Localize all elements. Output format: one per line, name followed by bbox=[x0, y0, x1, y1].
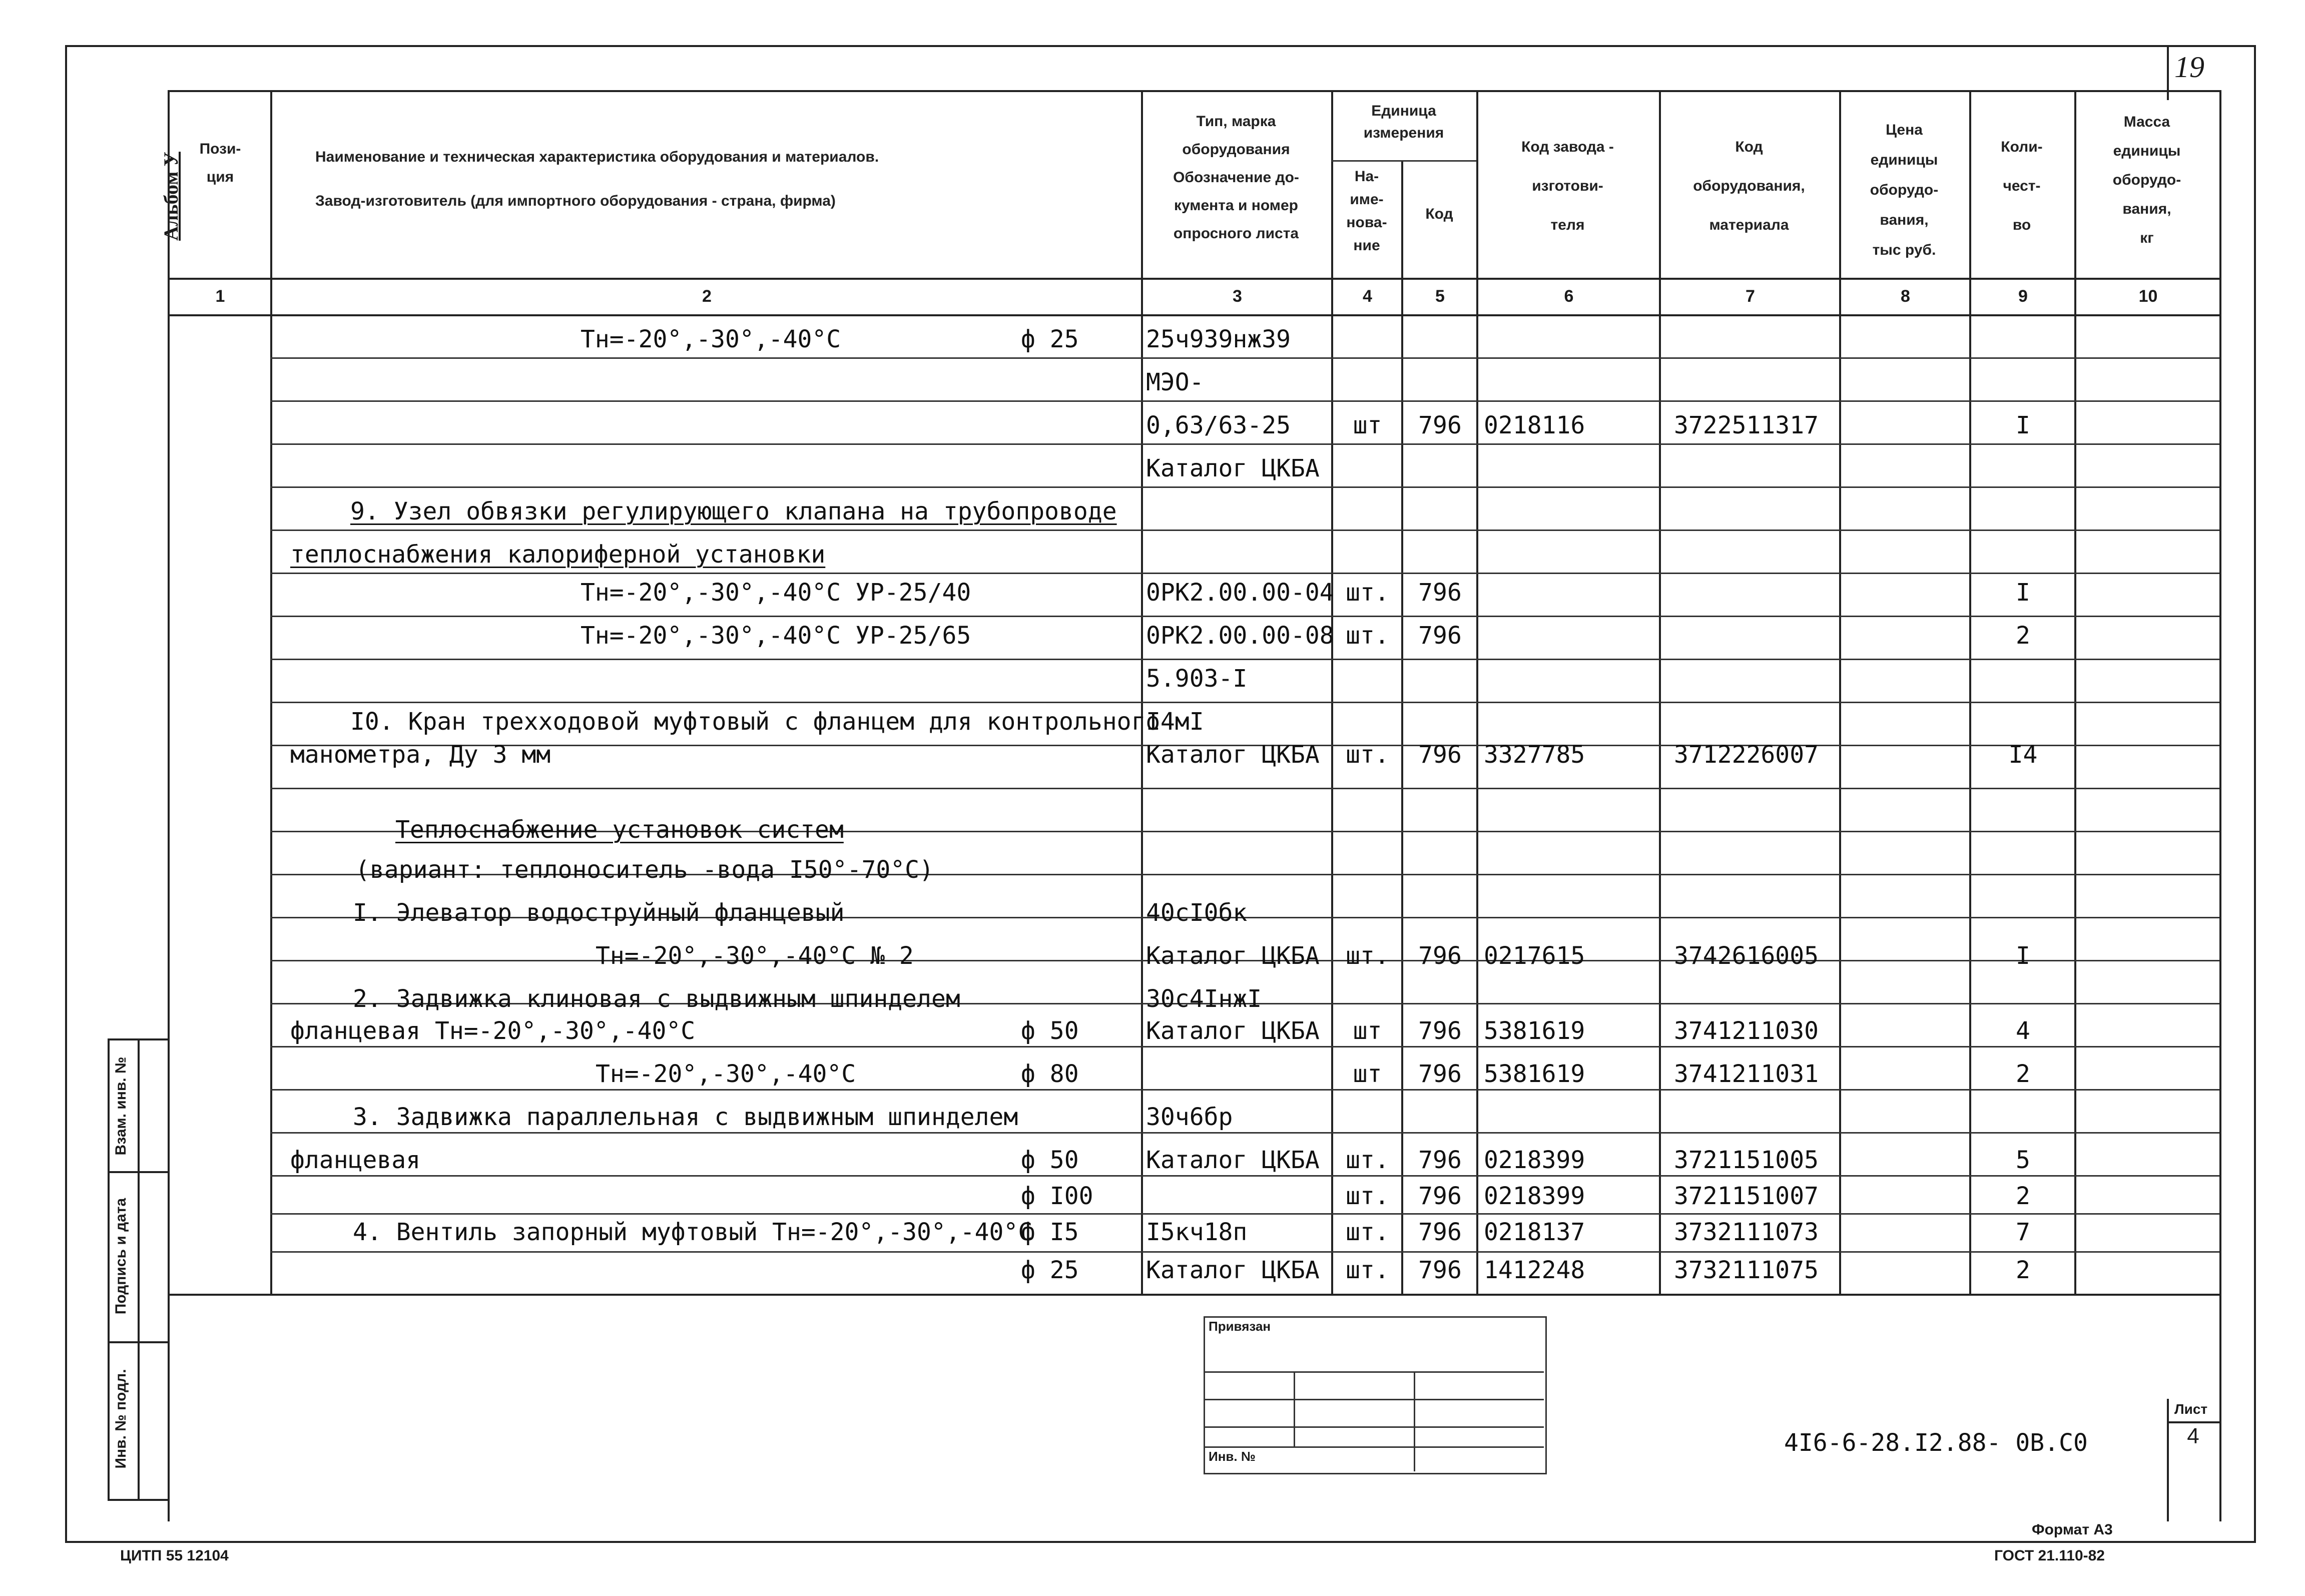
row-21-code: 796 bbox=[1418, 1182, 1462, 1210]
row-23-equip: 3732111075 bbox=[1674, 1256, 1819, 1284]
row-16-name: 2. Задвижка клиновая с выдвижным шпинделем bbox=[353, 985, 960, 1013]
org-label: ЦИТП 55 12104 bbox=[120, 1547, 229, 1564]
header-bottom-border bbox=[168, 278, 2219, 280]
col-sep-9 bbox=[2074, 90, 2076, 1294]
colnum-6: 6 bbox=[1564, 287, 1574, 306]
row-line bbox=[270, 400, 2219, 402]
row-0-type: 25ч939нж39 bbox=[1146, 325, 1291, 353]
row-10-equip: 3712226007 bbox=[1674, 741, 1819, 769]
row-3-type: Каталог ЦКБА bbox=[1146, 454, 1320, 482]
side-stamp-mid-line bbox=[138, 1038, 140, 1499]
row-7-code: 796 bbox=[1418, 622, 1462, 650]
binding-stamp-line bbox=[1204, 1426, 1544, 1428]
row-10-code: 796 bbox=[1418, 741, 1462, 769]
row-20-name: фланцевая bbox=[290, 1146, 421, 1174]
row-0-dia: ф 25 bbox=[1021, 325, 1079, 353]
colnum-1: 1 bbox=[215, 287, 225, 306]
side-label-podpis: Подпись и дата bbox=[113, 1198, 129, 1315]
row-15-type: Каталог ЦКБА bbox=[1146, 942, 1320, 970]
row-22-type: I5кч18п bbox=[1146, 1218, 1248, 1246]
format-label: Формат А3 bbox=[2032, 1521, 2113, 1538]
row-22-plant: 0218137 bbox=[1484, 1218, 1585, 1246]
table-top-border bbox=[168, 90, 2219, 92]
row-15-qty: I bbox=[2016, 942, 2030, 970]
colnum-bottom-border bbox=[168, 314, 2219, 316]
header-qty: Коли- чест- во bbox=[2001, 139, 2043, 233]
row-22-name: 4. Вентиль запорный муфтовый Тн=-20°,-30°,-40°С bbox=[353, 1218, 1033, 1246]
header-type: Тип, марка оборудования Обозначение до- кумента и номер опросного листа bbox=[1173, 113, 1299, 242]
row-20-dia: ф 50 bbox=[1021, 1146, 1079, 1174]
header-name: Наименование и техническая характеристика оборудования и материалов. Завод-изготовитель (для импортного оборудования - страна, фирма) bbox=[315, 149, 879, 209]
row-6-type: 0РК2.00.00-04 bbox=[1146, 579, 1334, 607]
row-10-qty: I4 bbox=[2008, 741, 2038, 769]
row-17-dia: ф 50 bbox=[1021, 1017, 1079, 1045]
row-21-plant: 0218399 bbox=[1484, 1182, 1585, 1210]
side-stamp-line bbox=[108, 1341, 168, 1343]
row-16-type: 30с4IнжI bbox=[1146, 985, 1262, 1013]
header-unit-name: На- име- нова- ние bbox=[1346, 168, 1387, 254]
row-1-type: МЭО- bbox=[1146, 368, 1204, 396]
row-7-qty: 2 bbox=[2016, 622, 2030, 650]
binding-stamp-line bbox=[1204, 1399, 1544, 1400]
side-stamp-line bbox=[108, 1499, 168, 1501]
row-15-unit: шт. bbox=[1346, 942, 1389, 970]
row-10-type: Каталог ЦКБА bbox=[1146, 741, 1320, 769]
row-23-type: Каталог ЦКБА bbox=[1146, 1256, 1320, 1284]
col-sep-3 bbox=[1331, 90, 1333, 1294]
side-label-vzam: Взам. инв. № bbox=[113, 1056, 129, 1156]
header-unit-group: Единица измерения bbox=[1363, 103, 1444, 141]
gost-label: ГОСТ 21.110-82 bbox=[1994, 1547, 2105, 1564]
col-sep-6 bbox=[1659, 90, 1661, 1294]
side-label-inv-podl: Инв. № подл. bbox=[113, 1369, 129, 1469]
row-10-name: манометра, Ду 3 мм bbox=[290, 741, 551, 769]
doc-code: 4I6-6-28.I2.88- 0В.С0 bbox=[1784, 1429, 2088, 1457]
binding-stamp-line bbox=[1204, 1371, 1544, 1373]
row-23-qty: 2 bbox=[2016, 1256, 2030, 1284]
binding-stamp-line bbox=[1204, 1446, 1544, 1448]
row-7-name: Тн=-20°,-30°,-40°С УР-25/65 bbox=[581, 622, 971, 650]
row-17-equip: 3741211030 bbox=[1674, 1017, 1819, 1045]
row-20-plant: 0218399 bbox=[1484, 1146, 1585, 1174]
row-22-dia: ф I5 bbox=[1021, 1218, 1079, 1246]
table-right-border bbox=[2219, 90, 2221, 1521]
row-23-code: 796 bbox=[1418, 1256, 1462, 1284]
album-label: Альбом У bbox=[160, 152, 182, 241]
row-2-qty: I bbox=[2016, 411, 2030, 439]
row-22-unit: шт. bbox=[1346, 1218, 1389, 1246]
row-23-plant: 1412248 bbox=[1484, 1256, 1585, 1284]
col-sep-1 bbox=[270, 90, 272, 1294]
row-2-equip: 3722511317 bbox=[1674, 411, 1819, 439]
row-2-code: 796 bbox=[1418, 411, 1462, 439]
colnum-2: 2 bbox=[702, 287, 712, 306]
title-block-sheet-divider bbox=[2167, 1421, 2219, 1423]
col-sep-7 bbox=[1839, 90, 1841, 1294]
colnum-3: 3 bbox=[1233, 287, 1242, 306]
row-20-code: 796 bbox=[1418, 1146, 1462, 1174]
row-2-type: 0,63/63-25 bbox=[1146, 411, 1291, 439]
row-22-code: 796 bbox=[1418, 1218, 1462, 1246]
row-17-name: фланцевая Тн=-20°,-30°,-40°С bbox=[290, 1017, 696, 1045]
row-23-unit: шт. bbox=[1346, 1256, 1389, 1284]
row-22-equip: 3732111073 bbox=[1674, 1218, 1819, 1246]
sheet-number: 4 bbox=[2187, 1424, 2199, 1448]
colnum-5: 5 bbox=[1435, 287, 1445, 306]
row-2-plant: 0218116 bbox=[1484, 411, 1585, 439]
row-18-unit: шт bbox=[1353, 1060, 1382, 1088]
header-equip-code: Код оборудования, материала bbox=[1693, 139, 1805, 233]
row-18-dia: ф 80 bbox=[1021, 1060, 1079, 1088]
row-20-qty: 5 bbox=[2016, 1146, 2030, 1174]
binding-stamp-vline bbox=[1294, 1371, 1295, 1446]
row-18-equip: 3741211031 bbox=[1674, 1060, 1819, 1088]
unit-group-underline bbox=[1331, 160, 1476, 162]
row-6-qty: I bbox=[2016, 579, 2030, 607]
binding-stamp-vline bbox=[1414, 1371, 1415, 1471]
colnum-8: 8 bbox=[1901, 287, 1910, 306]
row-9-name: I0. Кран трехходовой муфтовый с фланцем для контрольного bbox=[350, 708, 1161, 736]
table-left-border bbox=[168, 90, 170, 1521]
row-6-code: 796 bbox=[1418, 579, 1462, 607]
colnum-10: 10 bbox=[2138, 287, 2158, 306]
row-21-dia: ф I00 bbox=[1021, 1182, 1093, 1210]
row-18-qty: 2 bbox=[2016, 1060, 2030, 1088]
header-mass: Масса единицы оборудо- вания, кг bbox=[2112, 114, 2181, 246]
row-17-code: 796 bbox=[1418, 1017, 1462, 1045]
row-19-name: 3. Задвижка параллельная с выдвижным шпинделем bbox=[353, 1103, 1018, 1131]
col-sep-2 bbox=[1141, 90, 1143, 1294]
row-15-name: Тн=-20°,-30°,-40°С № 2 bbox=[596, 942, 914, 970]
row-17-type: Каталог ЦКБА bbox=[1146, 1017, 1320, 1045]
row-14-type: 40сI0бк bbox=[1146, 899, 1248, 927]
header-price: Цена единицы оборудо- вания, тыс руб. bbox=[1870, 122, 1939, 258]
row-9-type: I4мI bbox=[1146, 708, 1204, 736]
row-7-type: 0РК2.00.00-08 bbox=[1146, 622, 1334, 650]
row-21-equip: 3721151007 bbox=[1674, 1182, 1819, 1210]
row-19-type: 30ч6бр bbox=[1146, 1103, 1233, 1131]
col-sep-4 bbox=[1401, 160, 1403, 1294]
row-18-plant: 5381619 bbox=[1484, 1060, 1585, 1088]
row-17-plant: 5381619 bbox=[1484, 1017, 1585, 1045]
title-block-sheet-line bbox=[2167, 1399, 2169, 1521]
col-sep-5 bbox=[1476, 90, 1478, 1294]
header-position: Пози- ция bbox=[199, 141, 241, 185]
row-20-type: Каталог ЦКБА bbox=[1146, 1146, 1320, 1174]
row-18-name: Тн=-20°,-30°,-40°С bbox=[596, 1060, 856, 1088]
colnum-7: 7 bbox=[1746, 287, 1755, 306]
binding-stamp-title: Привязан bbox=[1209, 1319, 1271, 1334]
row-0-name: Тн=-20°,-30°,-40°С bbox=[581, 325, 841, 353]
row-7-unit: шт. bbox=[1346, 622, 1389, 650]
col-sep-8 bbox=[1969, 90, 1971, 1294]
row-15-code: 796 bbox=[1418, 942, 1462, 970]
side-stamp-left-line bbox=[108, 1038, 110, 1499]
page-number: 19 bbox=[2174, 51, 2204, 84]
row-5-name: теплоснабжения калориферной установки bbox=[290, 541, 826, 569]
colnum-9: 9 bbox=[2018, 287, 2028, 306]
sheet-label: Лист bbox=[2174, 1401, 2208, 1417]
colnum-4: 4 bbox=[1363, 287, 1372, 306]
row-12-name: Теплоснабжение установок систем bbox=[395, 816, 844, 844]
row-6-unit: шт. bbox=[1346, 579, 1389, 607]
table-bottom-border bbox=[168, 1294, 2219, 1296]
sheet-frame bbox=[65, 45, 2256, 1543]
row-6-name: Тн=-20°,-30°,-40°С УР-25/40 bbox=[581, 579, 971, 607]
row-line bbox=[270, 788, 2219, 789]
row-21-qty: 2 bbox=[2016, 1182, 2030, 1210]
header-plant-code: Код завода - изготови- теля bbox=[1521, 139, 1614, 233]
row-20-unit: шт. bbox=[1346, 1146, 1389, 1174]
row-2-unit: шт bbox=[1353, 411, 1382, 439]
row-13-name: (вариант: теплоноситель -вода I50°-70°С) bbox=[355, 856, 934, 884]
row-10-unit: шт. bbox=[1346, 741, 1389, 769]
row-23-dia: ф 25 bbox=[1021, 1256, 1079, 1284]
row-22-qty: 7 bbox=[2016, 1218, 2030, 1246]
row-8-type: 5.903-I bbox=[1146, 665, 1248, 693]
row-17-qty: 4 bbox=[2016, 1017, 2030, 1045]
row-line bbox=[270, 1089, 2219, 1091]
row-15-plant: 0217615 bbox=[1484, 942, 1585, 970]
row-21-unit: шт. bbox=[1346, 1182, 1389, 1210]
row-17-unit: шт bbox=[1353, 1017, 1382, 1045]
row-20-equip: 3721151005 bbox=[1674, 1146, 1819, 1174]
header-unit-code: Код bbox=[1425, 206, 1453, 222]
row-15-equip: 3742616005 bbox=[1674, 942, 1819, 970]
row-14-name: I. Элеватор водоструйный фланцевый bbox=[353, 899, 845, 927]
row-18-code: 796 bbox=[1418, 1060, 1462, 1088]
row-4-name: 9. Узел обвязки регулирующего клапана на трубопроводе bbox=[350, 497, 1117, 525]
binding-stamp-inv: Инв. № bbox=[1209, 1449, 1256, 1464]
row-10-plant: 3327785 bbox=[1484, 741, 1585, 769]
